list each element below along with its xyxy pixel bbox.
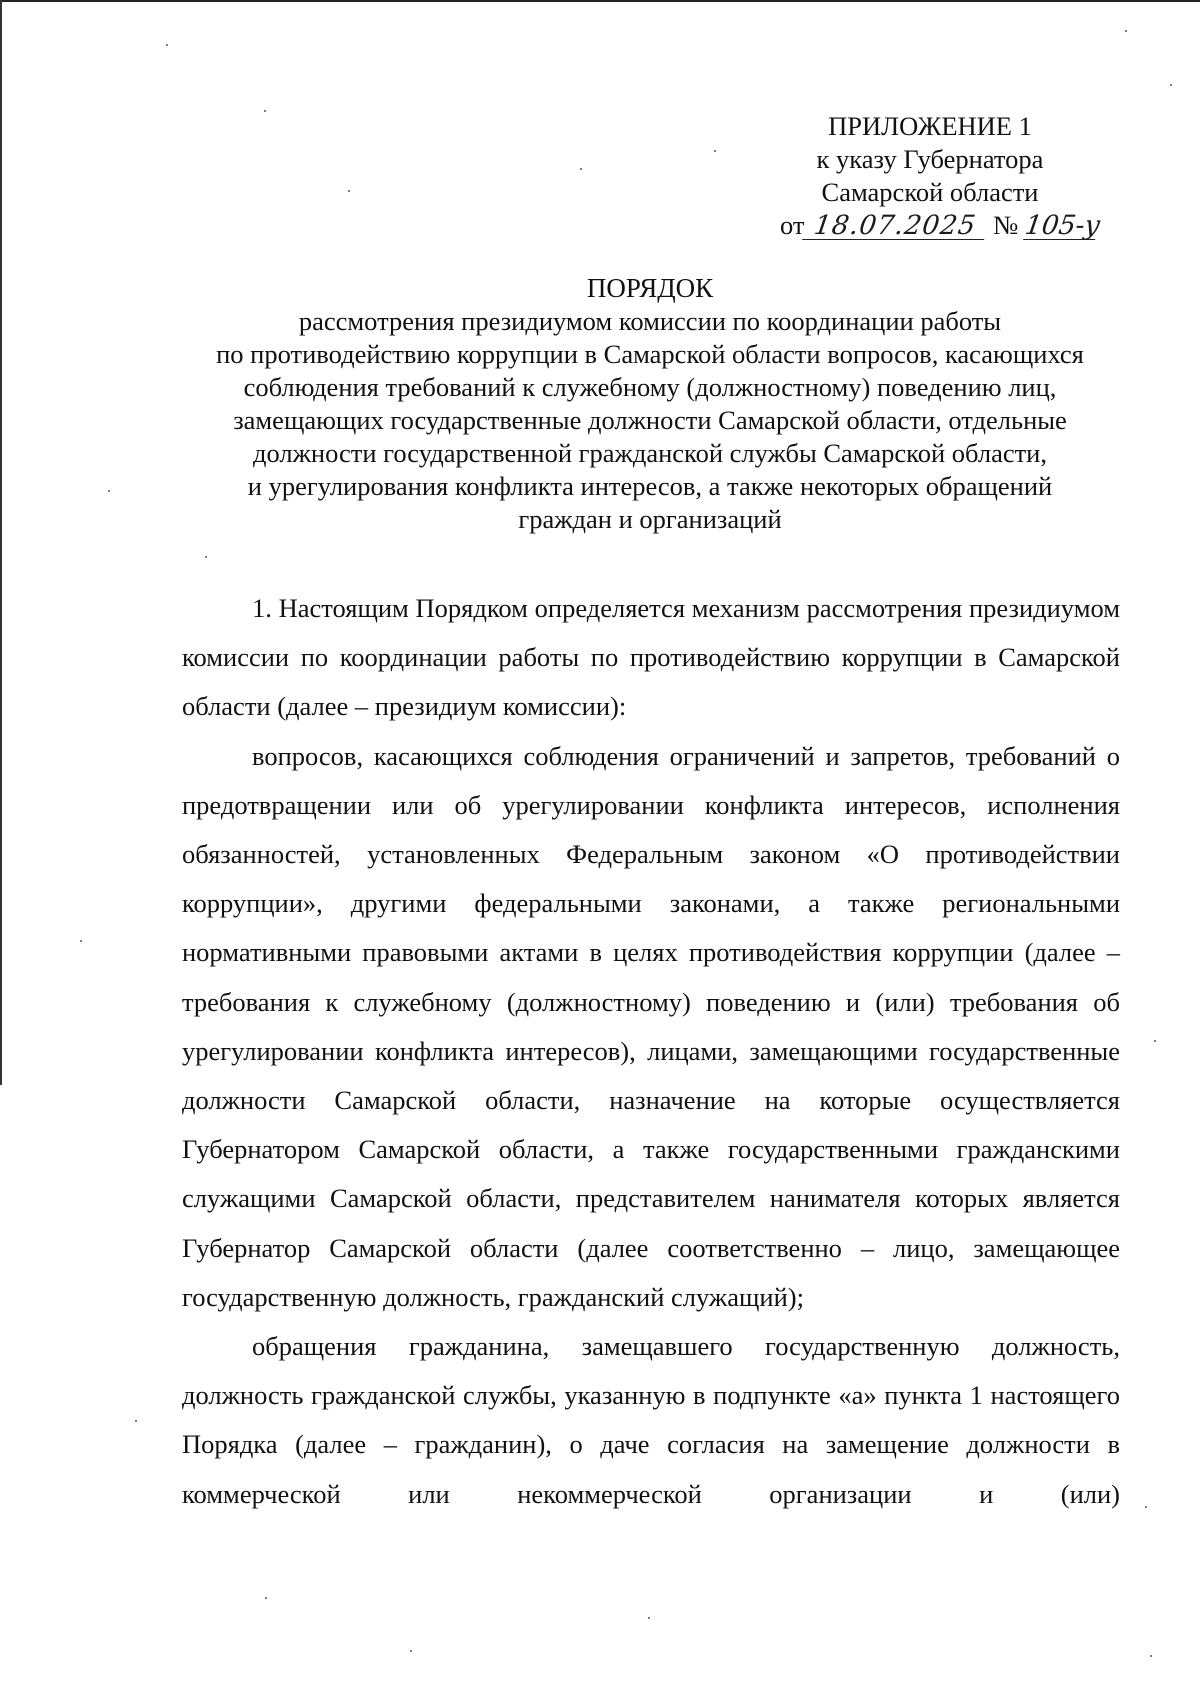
document-body: [182, 584, 1120, 1519]
handwritten-number: 105-у: [1022, 210, 1103, 241]
handwritten-date: 18.07.2025: [803, 213, 989, 240]
scan-speck: [1154, 1040, 1156, 1042]
scan-speck: [205, 556, 207, 558]
scan-speck: [264, 110, 266, 112]
scan-speck: [648, 1617, 650, 1619]
appendix-line-region: Самарской области: [821, 177, 1039, 207]
subtitle-line: соблюдения требований к служебному (должностному) поведению лиц,: [243, 372, 1057, 402]
scan-speck: [714, 150, 716, 152]
subtitle-line: рассмотрения президиумом комиссии по координации работы: [298, 306, 1002, 336]
document-heading: ПОРЯДОК: [586, 273, 714, 303]
document-title-block: [150, 272, 1150, 536]
appendix-header: [780, 110, 1103, 242]
scan-speck: [80, 940, 82, 942]
number-prefix: №: [993, 210, 1019, 240]
date-prefix: от: [780, 210, 805, 240]
subtitle-line: замещающих государственные должности Самарской области, отдельные: [233, 405, 1067, 435]
scan-speck: [348, 190, 350, 192]
subtitle-line: должности государственной гражданской службы Самарской области,: [253, 438, 1047, 468]
scan-top-edge: [0, 0, 1200, 2]
scan-speck: [1125, 30, 1127, 32]
subtitle-line: граждан и организаций: [518, 504, 782, 534]
scan-speck: [410, 1650, 412, 1652]
subtitle-line: и урегулирования конфликта интересов, а также некоторых обращений: [247, 471, 1053, 501]
scan-speck: [135, 1420, 137, 1422]
paragraph-1: 1. Настоящим Порядком определяется механизм рассмотрения президиумом комиссии по координации работы по противодействию коррупции в Самарской области (далее – президиум комиссии):: [182, 593, 1120, 722]
appendix-title: ПРИЛОЖЕНИЕ 1: [828, 111, 1032, 141]
appendix-date-line: [780, 209, 1103, 242]
scan-speck: [265, 1597, 267, 1599]
scan-speck: [108, 490, 110, 492]
appendix-line-decree: к указу Губернатора: [816, 144, 1044, 174]
scan-left-edge: [0, 0, 2, 1085]
paragraph-3: обращения гражданина, замещавшего государственную должность, должность гражданской службы, указанную в подпункте «а» пункта 1 настоящего Порядка (далее – гражданин), о даче согласия на замещение должности в коммерческой или некоммерческой организации и (или): [182, 1331, 1120, 1509]
scan-speck: [580, 168, 582, 170]
scan-speck: [1145, 1506, 1147, 1508]
paragraph-2: вопросов, касающихся соблюдения ограничений и запретов, требований о предотвращении или об урегулировании конфликта интересов, исполнения обязанностей, установленных Федеральным законом «О противодействии коррупции», другими федеральными законами, а также региональными нормативными правовыми актами в целях противодействия коррупции (далее – требования к служебному (должностному) поведению и (или) требования об урегулировании конфликта интересов), лицами, замещающими государственные должности Самарской области, назначение на которые осуществляется Губернатором Самарской области, а также государственными гражданскими служащими Самарской области, представителем нанимателя которых является Губернатор Самарской области (далее соответственно – лицо, замещающее государственную должность, гражданский служащий);: [182, 740, 1120, 1312]
scan-speck: [1150, 1655, 1152, 1657]
subtitle-line: по противодействию коррупции в Самарской области вопросов, касающихся: [216, 339, 1084, 369]
scan-speck: [1170, 84, 1172, 86]
scan-speck: [166, 44, 168, 46]
